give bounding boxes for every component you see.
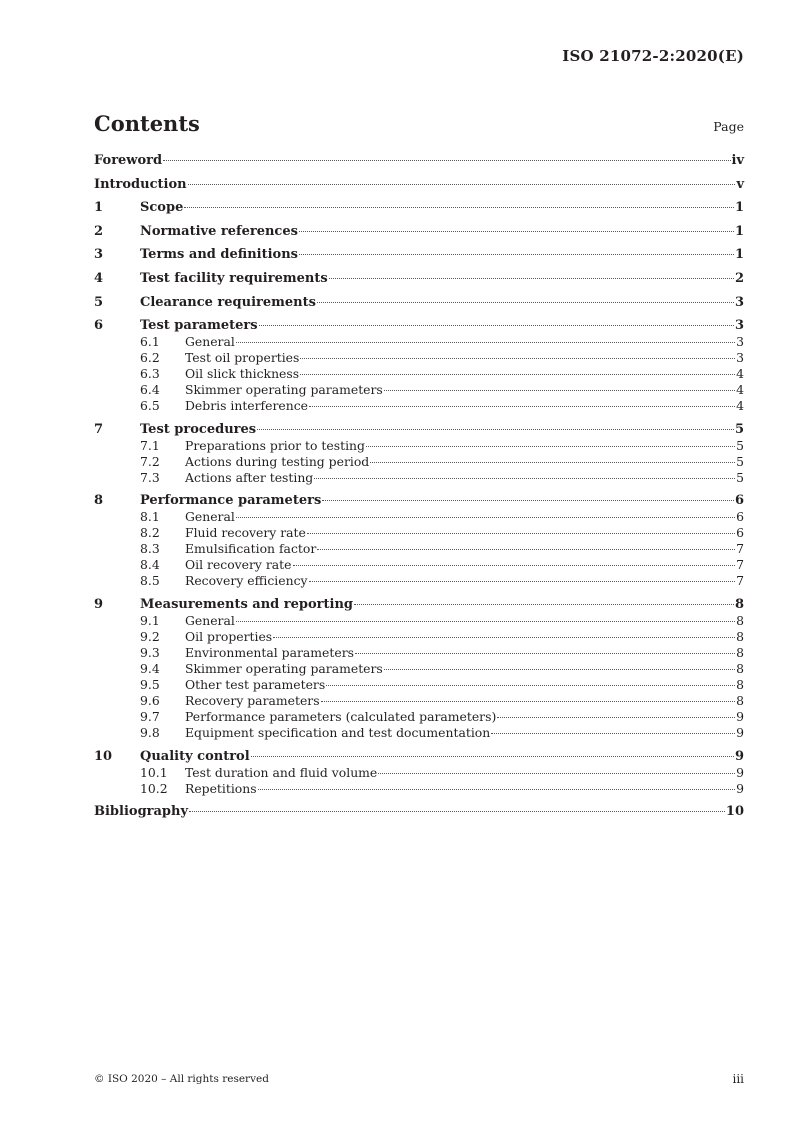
toc-entry-page[interactable]: 10 (725, 804, 744, 820)
toc-entry-number: 8 (94, 493, 104, 509)
toc-entry-title[interactable]: Clearance requirements (140, 294, 316, 310)
standard-identifier: ISO 21072-2:2020(E) (562, 47, 744, 65)
toc-entry-number: 6.4 (140, 382, 160, 398)
dot-leader (491, 733, 735, 734)
toc-entry-number: 8.2 (140, 525, 160, 541)
toc-entry-title[interactable]: Recovery efficiency (185, 573, 308, 589)
dot-leader (309, 581, 736, 582)
toc-entry-title[interactable]: Other test parameters (185, 676, 326, 692)
toc-entry[interactable] (94, 295, 744, 311)
toc-subentry[interactable] (94, 725, 744, 741)
toc-entry-page[interactable]: 4 (736, 398, 744, 414)
toc-entry-title[interactable]: General (185, 612, 235, 628)
toc-entry-page[interactable]: 9 (734, 748, 744, 764)
dot-leader (299, 231, 734, 232)
toc-entry-number: 7.1 (140, 437, 160, 453)
dot-leader (273, 637, 735, 638)
toc-entry[interactable] (94, 153, 744, 169)
toc-entry-page[interactable]: 9 (736, 780, 744, 796)
dot-leader (355, 653, 735, 654)
dot-leader (188, 184, 736, 185)
toc-entry-number: 10.1 (140, 764, 168, 780)
dot-leader (321, 701, 736, 702)
dot-leader (259, 325, 734, 326)
toc-entry-title[interactable]: Measurements and reporting (140, 596, 354, 612)
dot-leader (236, 517, 735, 518)
toc-entry-title[interactable]: Performance parameters (calculated parameters) (185, 708, 497, 724)
dot-leader (184, 207, 734, 208)
dot-leader (257, 429, 734, 430)
toc-entry-title[interactable]: Oil slick thickness (185, 366, 300, 382)
toc-entry-title[interactable]: Performance parameters (140, 493, 322, 509)
toc-entry-page[interactable]: 5 (734, 421, 744, 437)
toc-entry-title[interactable]: Terms and definitions (140, 247, 298, 263)
toc-subentry[interactable] (94, 382, 744, 398)
dot-leader (370, 462, 735, 463)
toc-entry-number: 7.2 (140, 453, 160, 469)
toc-entry-page[interactable]: 1 (734, 200, 744, 216)
toc-subentry[interactable] (94, 454, 744, 470)
dot-leader (384, 669, 735, 670)
toc-entry[interactable] (94, 597, 744, 613)
toc-entry-number: 8.1 (140, 509, 160, 525)
toc-subentry[interactable] (94, 366, 744, 382)
toc-entry-number: 9.5 (140, 676, 160, 692)
toc-entry-number: 9.3 (140, 644, 160, 660)
toc-entry[interactable] (94, 177, 744, 193)
toc-entry-page[interactable]: iv (731, 153, 744, 168)
toc-entry-page[interactable]: 1 (734, 223, 744, 239)
toc-entry-page[interactable]: 8 (736, 692, 744, 708)
toc-entry-number: 8.4 (140, 557, 160, 573)
toc-entry-page[interactable]: 9 (736, 764, 744, 780)
toc-entry[interactable] (94, 804, 744, 820)
toc-entry-page[interactable]: 8 (736, 644, 744, 660)
toc-entry-title[interactable]: Equipment specification and test documentation (185, 724, 491, 740)
toc-entry[interactable] (94, 749, 744, 765)
toc-entry-page[interactable]: 8 (736, 612, 744, 628)
toc-entry-page[interactable]: 3 (734, 294, 744, 310)
toc-entry[interactable] (94, 271, 744, 287)
toc-subentry[interactable] (94, 765, 744, 781)
toc-entry-title[interactable]: Test procedures (140, 421, 257, 437)
toc-entry-number: 6.3 (140, 366, 160, 382)
toc-entry-title[interactable]: Test parameters (140, 318, 258, 334)
dot-leader (322, 500, 734, 501)
toc-subentry[interactable] (94, 613, 744, 629)
toc-entry-page[interactable]: 6 (736, 525, 744, 541)
toc-entry-number: 10 (94, 748, 113, 764)
dot-leader (317, 302, 734, 303)
toc-entry[interactable] (94, 422, 744, 438)
toc-entry-number: 9 (94, 596, 104, 612)
dot-leader (258, 789, 736, 790)
toc-entry-title[interactable]: Actions during testing period (185, 453, 370, 469)
dot-leader (251, 756, 734, 757)
toc-entry-page[interactable]: 1 (734, 247, 744, 263)
toc-entry-page[interactable]: 7 (736, 541, 744, 557)
dot-leader (163, 160, 730, 161)
toc-entry-title[interactable]: Fluid recovery rate (185, 525, 306, 541)
dot-leader (236, 342, 735, 343)
toc-entry[interactable] (94, 247, 744, 263)
dot-leader (309, 406, 735, 407)
toc-entry-title[interactable]: Preparations prior to testing (185, 437, 365, 453)
dot-leader (497, 717, 735, 718)
toc-entry-title[interactable]: Bibliography (94, 804, 189, 820)
dot-leader (189, 811, 725, 812)
dot-leader (300, 374, 735, 375)
toc-entry-number: 9.4 (140, 660, 160, 676)
toc-entry-number: 6.1 (140, 334, 160, 350)
toc-entry-number: 9.7 (140, 708, 160, 724)
toc-entry-title[interactable]: Introduction (94, 176, 187, 192)
toc-entry-title[interactable]: Skimmer operating parameters (185, 382, 383, 398)
dot-leader (307, 533, 735, 534)
dot-leader (299, 254, 734, 255)
copyright-notice: © ISO 2020 – All rights reserved (94, 1073, 269, 1085)
toc-entry-number: 9.8 (140, 724, 160, 740)
toc-entry-page[interactable]: 8 (734, 596, 744, 612)
toc-subentry[interactable] (94, 677, 744, 693)
toc-entry-number: 3 (94, 247, 104, 263)
toc-entry-number: 6.5 (140, 398, 160, 414)
toc-entry-title[interactable]: Oil properties (185, 628, 273, 644)
dot-leader (366, 446, 735, 447)
toc-subentry[interactable] (94, 525, 744, 541)
toc-entry-title[interactable]: General (185, 509, 235, 525)
toc-entry-page[interactable]: 5 (736, 453, 744, 469)
toc-entry-page[interactable]: 6 (734, 493, 744, 509)
dot-leader (293, 565, 736, 566)
toc-subentry[interactable] (94, 509, 744, 525)
toc-entry-page[interactable]: 5 (736, 469, 744, 485)
dot-leader (317, 549, 735, 550)
toc-entry-page[interactable]: 3 (734, 318, 744, 334)
toc-entry-number: 6.2 (140, 350, 160, 366)
toc-entry-number: 2 (94, 223, 104, 239)
toc-entry-title[interactable]: Recovery parameters (185, 692, 320, 708)
toc-entry-number: 10.2 (140, 780, 168, 796)
dot-leader (378, 773, 735, 774)
toc-entry-number: 8.3 (140, 541, 160, 557)
toc-entry[interactable] (94, 224, 744, 240)
toc-entry-title[interactable]: Foreword (94, 153, 163, 168)
toc-subentry[interactable] (94, 541, 744, 557)
toc-entry[interactable] (94, 318, 744, 334)
toc-entry-title[interactable]: Oil recovery rate (185, 557, 292, 573)
table-of-contents (94, 153, 744, 820)
toc-entry-title[interactable]: Test duration and fluid volume (185, 764, 378, 780)
toc-entry-page[interactable]: 4 (736, 382, 744, 398)
toc-subentry[interactable] (94, 573, 744, 589)
toc-subentry[interactable] (94, 645, 744, 661)
dot-leader (236, 621, 735, 622)
toc-entry-title[interactable]: Test facility requirements (140, 270, 328, 286)
toc-entry-title[interactable]: Quality control (140, 748, 250, 764)
dot-leader (314, 478, 735, 479)
toc-entry-page[interactable]: 9 (736, 708, 744, 724)
toc-entry-page[interactable]: v (736, 176, 744, 192)
toc-entry[interactable] (94, 200, 744, 216)
dot-leader (384, 390, 735, 391)
toc-entry-number: 6 (94, 318, 104, 334)
toc-entry-title[interactable]: Normative references (140, 223, 298, 239)
toc-subentry[interactable] (94, 398, 744, 414)
toc-entry-title[interactable]: Skimmer operating parameters (185, 660, 383, 676)
toc-entry-title[interactable]: Repetitions (185, 780, 257, 796)
toc-subentry[interactable] (94, 350, 744, 366)
toc-entry-number: 9.2 (140, 628, 160, 644)
toc-entry-number: 7.3 (140, 469, 160, 485)
toc-entry-number: 9.6 (140, 692, 160, 708)
toc-entry-page[interactable]: 8 (736, 676, 744, 692)
page-column-label: Page (713, 119, 744, 134)
toc-entry-number: 1 (94, 200, 104, 216)
toc-entry-number: 9.1 (140, 612, 160, 628)
dot-leader (326, 685, 735, 686)
toc-subentry[interactable] (94, 781, 744, 797)
toc-subentry[interactable] (94, 438, 744, 454)
toc-entry-page[interactable]: 5 (736, 437, 744, 453)
toc-entry-title[interactable]: Emulsification factor (185, 541, 317, 557)
toc-entry-number: 4 (94, 270, 104, 286)
toc-entry-page[interactable]: 3 (736, 334, 744, 350)
toc-subentry[interactable] (94, 557, 744, 573)
dot-leader (300, 358, 735, 359)
toc-entry-page[interactable]: 9 (736, 724, 744, 740)
toc-entry-title[interactable]: Actions after testing (185, 469, 314, 485)
toc-entry-page[interactable]: 8 (736, 628, 744, 644)
dot-leader (329, 278, 734, 279)
toc-entry-page[interactable]: 8 (736, 660, 744, 676)
toc-entry-page[interactable]: 2 (734, 270, 744, 286)
toc-subentry[interactable] (94, 470, 744, 486)
toc-subentry[interactable] (94, 334, 744, 350)
dot-leader (354, 604, 734, 605)
toc-entry-title[interactable]: General (185, 334, 235, 350)
toc-entry-number: 8.5 (140, 573, 160, 589)
page-number: iii (732, 1072, 744, 1086)
toc-entry-number: 7 (94, 421, 104, 437)
toc-entry[interactable] (94, 493, 744, 509)
toc-subentry[interactable] (94, 709, 744, 725)
toc-subentry[interactable] (94, 629, 744, 645)
toc-entry-page[interactable]: 3 (736, 350, 744, 366)
toc-entry-title[interactable]: Environmental parameters (185, 644, 354, 660)
toc-entry-title[interactable]: Test oil properties (185, 350, 300, 366)
contents-heading: Contents (94, 111, 200, 136)
toc-entry-number: 5 (94, 294, 104, 310)
toc-subentry[interactable] (94, 693, 744, 709)
toc-entry-page[interactable]: 7 (736, 573, 744, 589)
toc-entry-page[interactable]: 4 (736, 366, 744, 382)
toc-entry-page[interactable]: 6 (736, 509, 744, 525)
toc-entry-title[interactable]: Scope (140, 200, 184, 216)
toc-subentry[interactable] (94, 661, 744, 677)
toc-entry-title[interactable]: Debris interference (185, 398, 308, 414)
toc-entry-page[interactable]: 7 (736, 557, 744, 573)
